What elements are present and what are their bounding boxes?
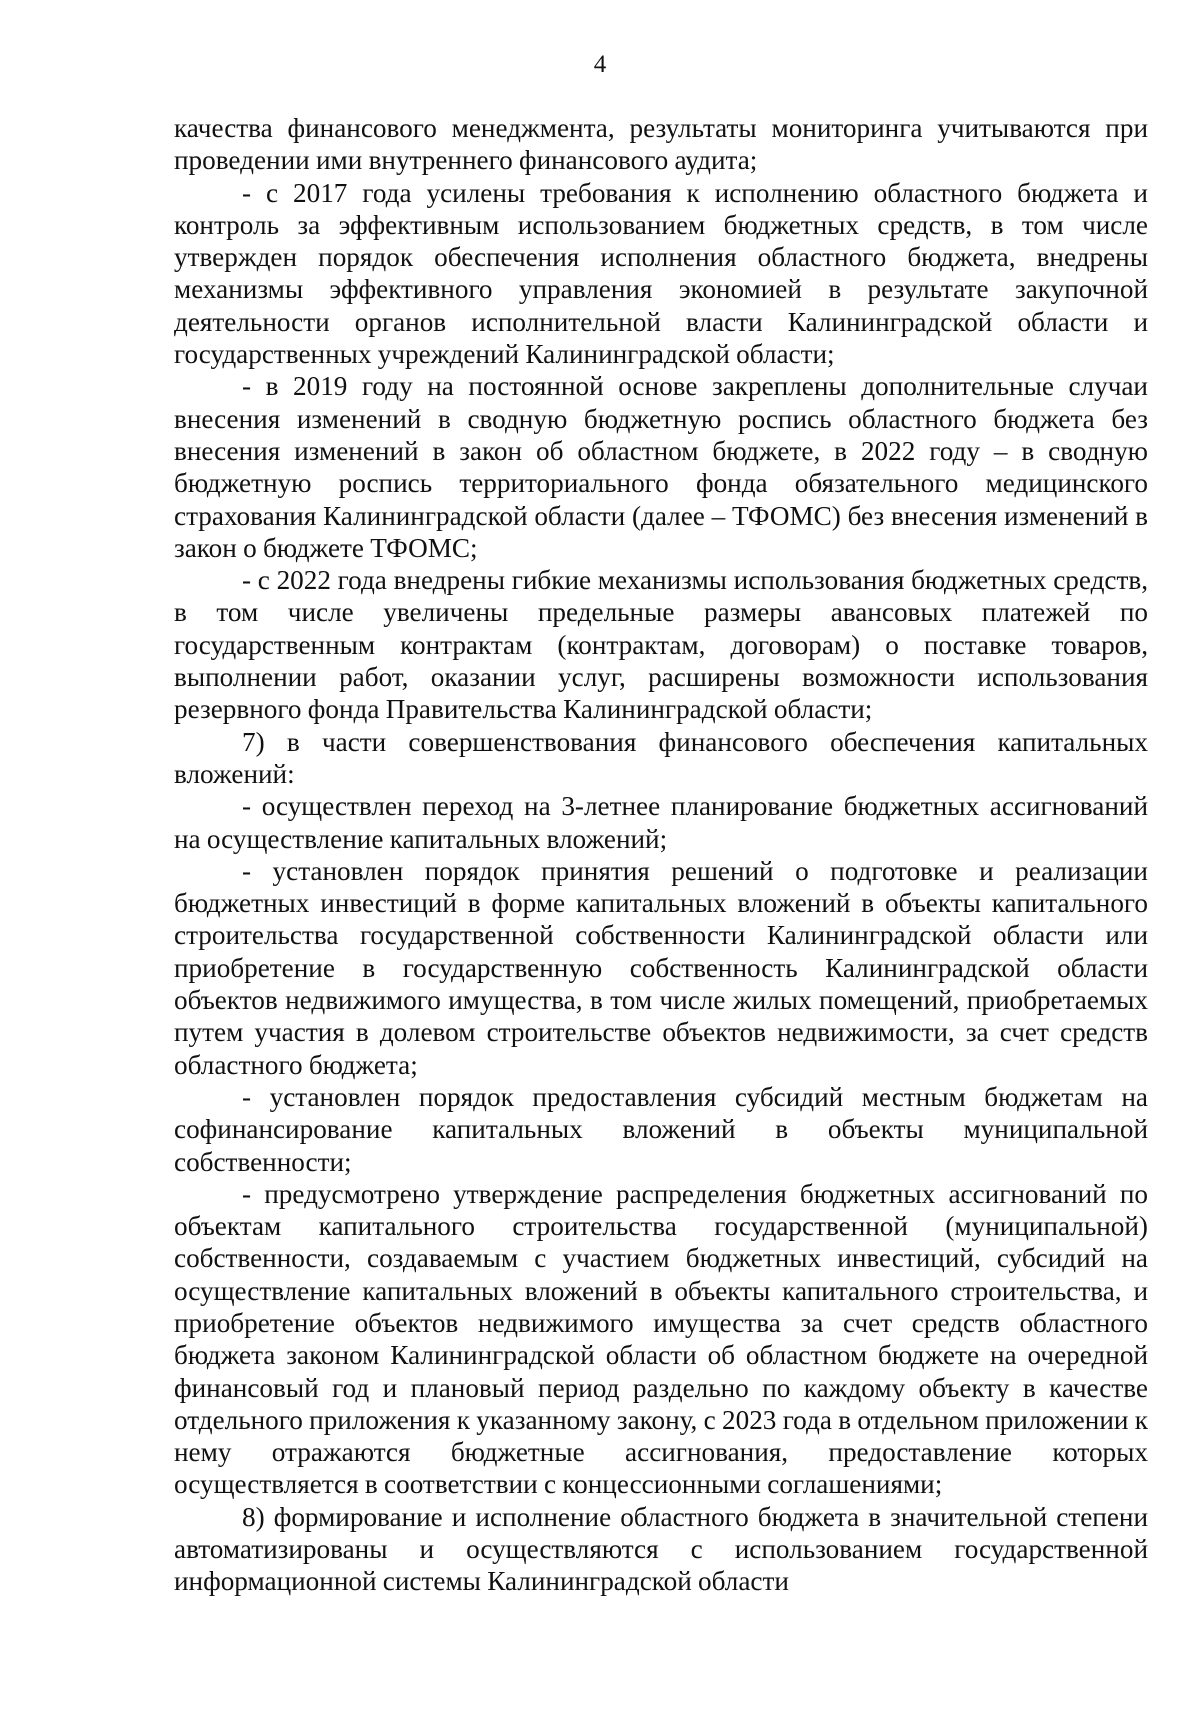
paragraph: - установлен порядок предоставления субсидий местным бюджетам на софинансирование капитальных вложений в объекты муниципальной собственности; — [174, 1081, 1148, 1177]
paragraph: 8) формирование и исполнение областного бюджета в значительной степени автоматизированы и осуществляются с использованием государственной информационной системы Калининградской области — [174, 1501, 1148, 1597]
paragraph: - с 2022 года внедрены гибкие механизмы использования бюджетных средств, в том числе увеличены предельные размеры авансовых платежей по государственным контрактам (контрактам, договорам) о поставке товаров, выполнении работ, оказании услуг, расширены возможности использования резервного фонда Правительства Калининградской области; — [174, 565, 1148, 725]
document-body — [174, 112, 1148, 1598]
paragraph: - в 2019 году на постоянной основе закреплены дополнительные случаи внесения изменений в сводную бюджетную роспись областного бюджета без внесения изменений в закон об областном бюджете, в 2022 году – в сводную бюджетную роспись территориального фонда обязательного медицинского страхования Калининградской области (далее – ТФОМС) без внесения изменений в закон о бюджете ТФОМС; — [174, 371, 1148, 563]
paragraph: - осуществлен переход на 3-летнее планирование бюджетных ассигнований на осуществление капитальных вложений; — [174, 791, 1148, 854]
paragraph: - предусмотрено утверждение распределения бюджетных ассигнований по объектам капитального строительства государственной (муниципальной) собственности, создаваемым с участием бюджетных инвестиций, субсидий на осуществление капитальных вложений в объекты капитального строительства, и приобретение объектов недвижимого имущества за счет средств областного бюджета законом Калининградской области об областном бюджете на очередной финансовый год и плановый период раздельно по каждому объекту в качестве отдельного приложения к указанному закону, с 2023 года в отдельном приложении к нему отражаются бюджетные ассигнования, предоставление которых осуществляется в соответствии с концессионными соглашениями; — [174, 1178, 1148, 1500]
page-number: 4 — [593, 51, 607, 78]
paragraph: качества финансового менеджмента, результаты мониторинга учитываются при проведении ими внутреннего финансового аудита; — [174, 113, 1148, 176]
paragraph: - с 2017 года усилены требования к исполнению областного бюджета и контроль за эффективным использованием бюджетных средств, в том числе утвержден порядок обеспечения исполнения областного бюджета, внедрены механизмы эффективного управления экономией в результате закупочной деятельности органов исполнительной власти Калининградской области и государственных учреждений Калининградской области; — [174, 177, 1148, 370]
paragraph: - установлен порядок принятия решений о подготовке и реализации бюджетных инвестиций в форме капитальных вложений в объекты капитального строительства государственной собственности Калининградской области или приобретение в государственную собственность Калининградской области объектов недвижимого имущества, в том числе жилых помещений, приобретаемых путем участия в долевом строительстве объектов недвижимости, за счет средств областного бюджета; — [174, 855, 1148, 1080]
paragraph: 7) в части совершенствования финансового обеспечения капитальных вложений: — [174, 726, 1148, 789]
